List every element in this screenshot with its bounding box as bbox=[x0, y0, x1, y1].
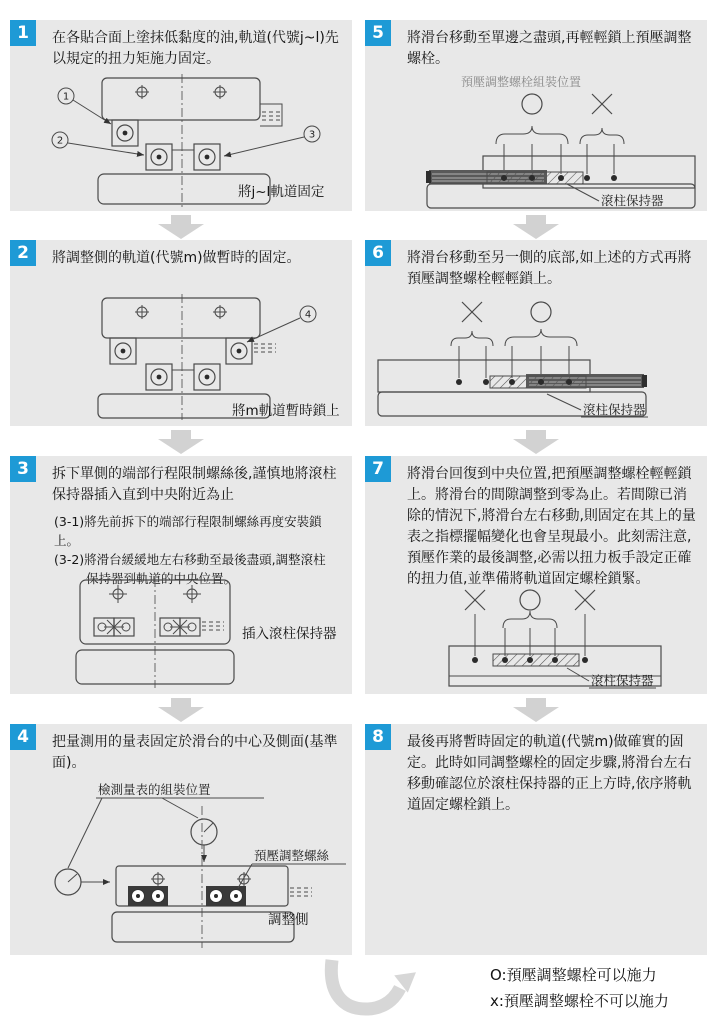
note-line: (3-2)將滑台緩緩地左右移動至最後盡頭,調整滾柱 bbox=[54, 552, 326, 567]
step-1-panel bbox=[10, 20, 352, 211]
callout-2 bbox=[52, 132, 144, 155]
ng-symbol-icon bbox=[462, 302, 482, 322]
step-8-panel bbox=[365, 724, 707, 955]
step-1-text: 在各貼合面上塗抹低黏度的油,軌道(代號j~l)先以規定的扭力矩施力固定。 bbox=[52, 30, 339, 67]
step-4-panel bbox=[10, 724, 352, 955]
step-3-diagram bbox=[14, 578, 349, 690]
callout-1 bbox=[58, 88, 111, 124]
step-6-diagram bbox=[369, 298, 704, 422]
cage-insert-right bbox=[160, 618, 200, 636]
step-1-diagram bbox=[14, 74, 349, 209]
cage-insert-left bbox=[94, 618, 134, 636]
dial-gauge-icon bbox=[55, 869, 110, 895]
step-4-text: 把量測用的量表固定於滑台的中心及側面(基準面)。 bbox=[52, 734, 338, 771]
step-3-text: 拆下單側的端部行程限制螺絲後,謹慎地將滾柱保持器插入直到中央附近為止 bbox=[52, 466, 337, 503]
cage-label: 滾柱保持器 bbox=[601, 193, 664, 208]
step-7-diagram bbox=[417, 584, 692, 692]
step-7-badge: 7 bbox=[365, 456, 391, 482]
flow-down-arrow-icon bbox=[513, 215, 559, 239]
step-3-panel bbox=[10, 456, 352, 694]
top-block bbox=[102, 298, 260, 338]
rail-end-tab bbox=[260, 104, 282, 126]
legend-ok: O:預壓調整螺栓可以施力 bbox=[490, 966, 657, 984]
brace-ng bbox=[451, 331, 493, 346]
legend-ng: x:預壓調整螺栓不可以施力 bbox=[490, 992, 669, 1010]
svg-text:3: 3 bbox=[308, 129, 316, 141]
step-8-badge: 8 bbox=[365, 724, 391, 750]
cage-label: 滾柱保持器 bbox=[591, 673, 654, 688]
step-5-text: 將滑台移動至單邊之盡頭,再輕輕鎖上預壓調整螺栓。 bbox=[407, 30, 692, 67]
screw-leader-lines bbox=[504, 144, 614, 174]
step-8-text: 最後再將暫時固定的軌道(代號m)做確實的固定。此時如同調整螺栓的固定步驟,將滑台左右移動確認位於滾柱保持器的正上方時,依序將軌道固定螺栓鎖上。 bbox=[407, 734, 692, 813]
flow-down-arrow-icon bbox=[158, 215, 204, 239]
top-block bbox=[102, 78, 260, 120]
crosshair-screws bbox=[151, 872, 251, 886]
gauge-position-label: 檢測量表的組裝位置 bbox=[98, 782, 211, 797]
callout-3 bbox=[224, 126, 320, 156]
note-line: (3-1)將先前拆下的端部行程限制螺絲再度安裝鎖上。 bbox=[54, 514, 322, 548]
note-line: 保持器到軌道的中央位置。 bbox=[86, 571, 237, 586]
brace-ok bbox=[503, 611, 557, 628]
rollers bbox=[112, 120, 220, 170]
step-2-diagram bbox=[14, 294, 349, 422]
step-4-diagram bbox=[12, 780, 347, 952]
flow-down-arrow-icon bbox=[513, 430, 559, 454]
ng-symbol-icon bbox=[575, 590, 595, 610]
legend bbox=[490, 962, 669, 1014]
flow-down-arrow-icon bbox=[158, 430, 204, 454]
step-5-diagram bbox=[369, 74, 704, 210]
step-2-panel bbox=[10, 240, 352, 426]
step-7-panel bbox=[365, 456, 707, 694]
step-3-badge: 3 bbox=[10, 456, 36, 482]
rollers bbox=[128, 886, 246, 906]
brace-ok bbox=[496, 126, 568, 144]
step-6-text: 將滑台移動至另一側的底部,如上述的方式再將預壓調整螺栓輕輕鎖上。 bbox=[407, 250, 692, 287]
step-6-badge: 6 bbox=[365, 240, 391, 266]
step-7-text: 將滑台回復到中央位置,把預壓調整螺栓輕輕鎖上。將滑台的間隙調整到零為止。若間隙已消除的情況下,將滑台左右移動,則固定在其上的量表之指標擺幅變化也會呈現最小。此刻需注意,預壓作業的最後調整,必需以扭力板手設定正確的扭力值,並準備將軌道固定螺栓鎖緊。 bbox=[407, 466, 696, 587]
step-2-badge: 2 bbox=[10, 240, 36, 266]
preload-screw-label: 預壓調整螺絲 bbox=[254, 848, 330, 863]
ok-symbol-icon bbox=[520, 590, 540, 610]
flow-down-arrow-icon bbox=[513, 698, 559, 722]
step-4-badge: 4 bbox=[10, 724, 36, 750]
rollers bbox=[110, 338, 252, 390]
svg-text:2: 2 bbox=[56, 135, 64, 147]
ok-symbol-icon bbox=[522, 94, 542, 114]
step-1-badge: 1 bbox=[10, 20, 36, 46]
ng-symbol-icon bbox=[592, 94, 612, 114]
step-5-badge: 5 bbox=[365, 20, 391, 46]
crosshair-screws bbox=[135, 85, 227, 99]
crosshair-screws bbox=[135, 305, 227, 319]
step-3-caption: 插入滾柱保持器 bbox=[242, 626, 337, 642]
step-2-text: 將調整側的軌道(代號m)做暫時的固定。 bbox=[52, 250, 301, 266]
flow-down-arrow-icon bbox=[158, 698, 204, 722]
step-6-panel bbox=[365, 240, 707, 426]
flow-uturn-arrow-icon bbox=[308, 958, 423, 1024]
step-3-notes bbox=[54, 512, 344, 588]
step-5-panel bbox=[365, 20, 707, 211]
screw-leader-lines bbox=[459, 346, 569, 378]
dial-gauge-icon bbox=[191, 819, 217, 862]
ng-symbol-icon bbox=[465, 590, 485, 610]
step-2-caption: 將m軌道暫時鎖上 bbox=[232, 403, 340, 419]
brace-ng bbox=[580, 128, 624, 144]
ok-symbol-icon bbox=[531, 302, 551, 322]
preload-position-label: 預壓調整螺栓組裝位置 bbox=[461, 75, 582, 89]
bottom-block bbox=[112, 912, 294, 942]
svg-text:1: 1 bbox=[62, 91, 70, 103]
brace-ok bbox=[505, 329, 577, 346]
adjust-side-label: 調整側 bbox=[268, 912, 309, 928]
callout-4 bbox=[247, 306, 316, 342]
svg-text:4: 4 bbox=[304, 309, 312, 321]
screw-leader-lines bbox=[475, 614, 585, 656]
step-1-caption: 將j~l軌道固定 bbox=[238, 184, 325, 200]
cage-label: 滾柱保持器 bbox=[583, 402, 646, 417]
